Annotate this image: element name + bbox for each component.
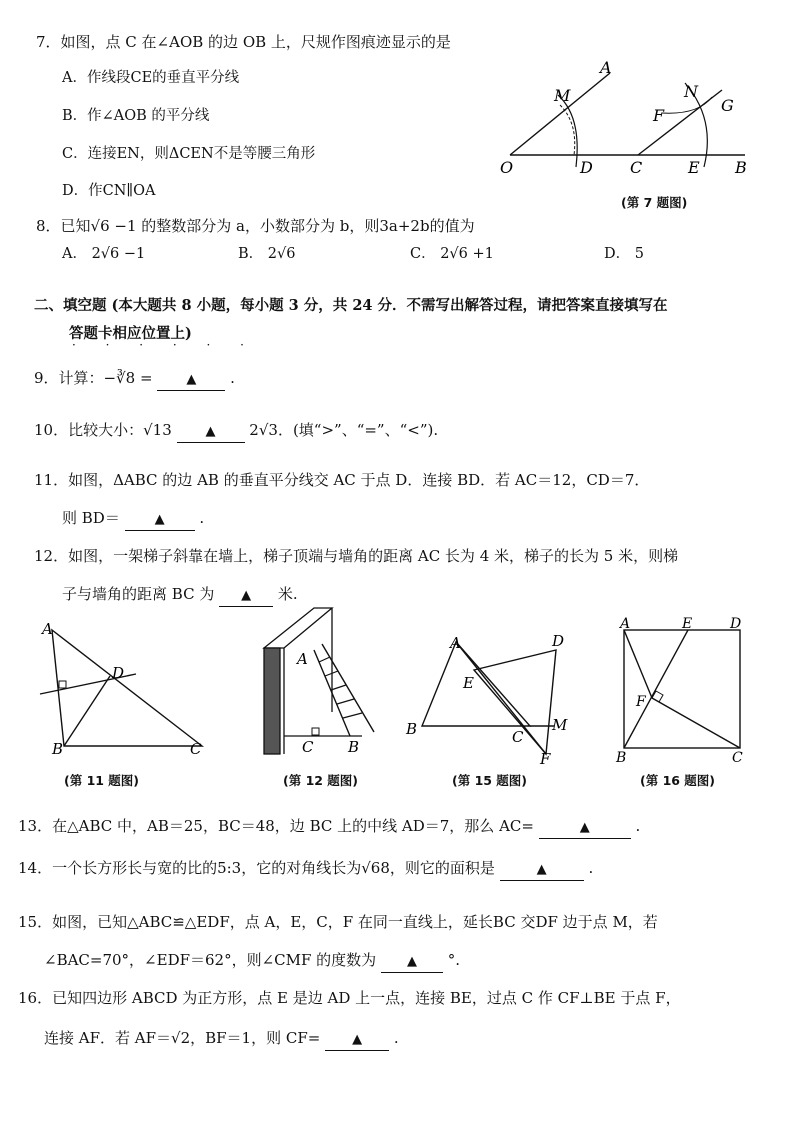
label-a: A (620, 616, 631, 632)
q9-text: 9．计算：−∛8 = (34, 369, 153, 387)
ladder-rung-3 (331, 685, 346, 690)
q13-answer-blank[interactable] (539, 816, 631, 839)
q8-option-a: A． 2√6 −1 (62, 246, 146, 262)
blank-marker: ▲ (352, 1032, 363, 1047)
q10-end: 2√3．(填“>”、“=”、“<”). (249, 421, 439, 439)
label-e: E (682, 616, 693, 632)
blank-marker: ▲ (205, 424, 216, 439)
q15-stem: 15．如图，已知△ABC≌△EDF，点 A，E，C，F 在同一直线上，延长BC 交DF 边于点 M，若 (18, 913, 658, 931)
blank-marker: ▲ (241, 588, 252, 603)
q7-option-a: A．作线段CE的垂直平分线 (62, 70, 240, 86)
q11-text: 则 BD＝ (62, 509, 120, 527)
wall-face (264, 648, 280, 754)
right-angle-mark (59, 681, 66, 688)
q10-answer-blank[interactable] (177, 420, 245, 443)
section2-heading: 二、填空题 (本大题共 8 小题，每小题 3 分，共 24 分．不需写出解答过程，请把答案直接填写在 (34, 297, 668, 314)
label-e: E (463, 674, 474, 692)
label-c: C (190, 740, 202, 758)
q8-stem: 8．已知√6 −1 的整数部分为 a，小数部分为 b，则3a+2b的值为 (36, 217, 475, 235)
q10-text: 10．比较大小：√13 (34, 421, 172, 439)
q9-end: . (230, 369, 235, 387)
right-angle-mark (312, 728, 319, 735)
label-a: A (600, 58, 612, 77)
q13-text: 13．在△ABC 中，AB＝25，BC＝48，边 BC 上的中线 AD＝7，那么 AC= (18, 817, 534, 835)
q16-answer-line (44, 1028, 399, 1051)
q12-figure (258, 604, 378, 760)
q14 (18, 858, 593, 881)
segment-be (624, 630, 688, 748)
q16-end: . (393, 1029, 399, 1047)
q13-end: . (635, 817, 641, 835)
q11-answer-line (62, 508, 204, 531)
q12-stem: 12．如图，一架梯子斜靠在墙上，梯子顶端与墙角的距离 AC 长为 4 米，梯子的长为 5 米，则梯 (34, 547, 679, 565)
segment-bd (64, 676, 110, 746)
q15-figure (400, 626, 580, 766)
q8-option-d: D． 5 (604, 246, 644, 262)
triangle-abc (52, 630, 202, 746)
q11-figure-caption: (第 11 题图) (64, 773, 140, 788)
q7-stem: 7．如图，点 C 在∠AOB 的边 OB 上，尺规作图痕迹显示的是 (36, 33, 451, 51)
label-d: D (730, 616, 742, 632)
label-b: B (735, 158, 747, 177)
label-g: G (721, 96, 734, 115)
q12-figure-caption: (第 12 题图) (283, 773, 359, 788)
q7-option-d: D．作CN∥OA (62, 183, 156, 199)
q7-figure (490, 55, 760, 190)
ladder-rung-1 (319, 657, 330, 662)
label-c: C (302, 738, 314, 756)
segment-cf (652, 698, 740, 748)
blank-marker: ▲ (186, 372, 197, 387)
q11-end: . (199, 509, 205, 527)
blank-marker: ▲ (536, 862, 547, 877)
ladder-rung-4 (337, 699, 354, 704)
label-b: B (406, 720, 418, 738)
q15-figure-caption: (第 15 题图) (452, 773, 528, 788)
label-a: A (297, 650, 308, 668)
section2-heading-cont: 答题卡相应位置上) (69, 325, 192, 342)
label-b: B (52, 740, 64, 758)
label-c: C (732, 750, 743, 766)
label-m: M (552, 716, 568, 734)
label-d: D (552, 632, 565, 650)
q9-answer-blank[interactable] (157, 368, 225, 391)
q7-option-c: C．连接EN，则ΔCEN不是等腰三角形 (62, 146, 316, 162)
label-d: D (112, 664, 125, 682)
q8-option-c: C． 2√6 +1 (410, 246, 494, 262)
q15-text: ∠BAC=70°，∠EDF＝62°，则∠CMF 的度数为 (44, 951, 377, 969)
line-af (456, 642, 546, 754)
label-f: F (653, 106, 665, 125)
q10 (34, 420, 438, 443)
q12-end: 米. (277, 585, 298, 603)
label-o: O (500, 158, 514, 177)
label-f: F (540, 750, 551, 766)
q11-figure (32, 618, 214, 758)
q9 (34, 368, 235, 391)
label-b: B (616, 750, 627, 766)
label-a: A (42, 620, 53, 638)
q15-answer-blank[interactable] (381, 950, 443, 973)
ladder-rung-5 (343, 713, 362, 718)
label-d: D (580, 158, 593, 177)
blank-marker: ▲ (154, 512, 165, 527)
q15-end: °. (447, 951, 461, 969)
q11-stem: 11．如图，ΔABC 的边 AB 的垂直平分线交 AC 于点 D．连接 BD．若 AC＝12，CD＝7． (34, 471, 650, 489)
label-f: F (636, 694, 646, 710)
q14-text: 14．一个长方形长与宽的比的5:3，它的对角线长为√68，则它的面积是 (18, 859, 495, 877)
square-abcd (624, 630, 740, 748)
q8-option-b: B． 2√6 (238, 246, 296, 262)
segment-af (624, 630, 652, 698)
label-e: E (688, 158, 700, 177)
emphasis-dots: · · · · · · (72, 338, 257, 352)
q14-answer-blank[interactable] (500, 858, 584, 881)
q11-answer-blank[interactable] (125, 508, 195, 531)
q7-option-b: B．作∠AOB 的平分线 (62, 108, 210, 124)
wall-top (264, 608, 332, 648)
label-b: B (348, 738, 360, 756)
blank-marker: ▲ (579, 820, 590, 835)
label-n: N (684, 82, 698, 101)
q16-answer-blank[interactable] (325, 1028, 389, 1051)
q15-answer-line (44, 950, 460, 973)
label-m: M (554, 86, 571, 105)
q16-figure-caption: (第 16 题图) (640, 773, 716, 788)
label-c: C (512, 728, 524, 746)
q14-end: . (588, 859, 594, 877)
q16-stem: 16．已知四边形 ABCD 为正方形，点 E 是边 AD 上一点，连接 BE，过点 C 作 CF⊥BE 于点 F， (18, 989, 681, 1007)
label-a: A (450, 634, 461, 652)
q16-text: 连接 AF．若 AF＝√2，BF＝1，则 CF= (44, 1029, 321, 1047)
blank-marker: ▲ (406, 954, 417, 969)
q7-figure-caption: (第 7 题图) (621, 195, 688, 210)
q13 (18, 816, 640, 839)
q16-figure (612, 614, 762, 766)
q12-text: 子与墙角的距离 BC 为 (62, 585, 215, 603)
label-c: C (630, 158, 643, 177)
